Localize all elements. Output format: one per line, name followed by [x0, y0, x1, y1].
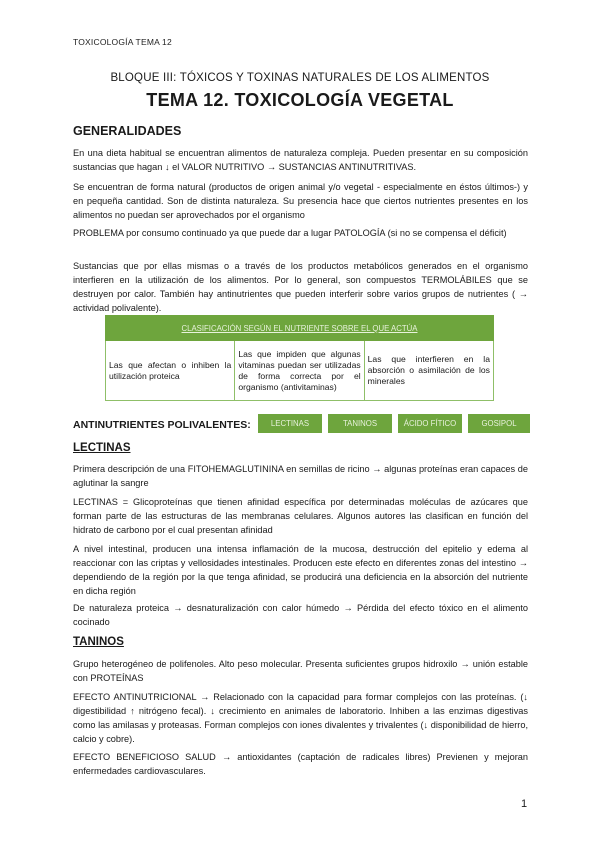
tag-gosipol: GOSIPOL	[468, 414, 530, 433]
paragraph: De naturaleza proteica → desnaturalización con calor húmedo → Pérdida del efecto tóxico en el alimento cocinado	[73, 603, 528, 627]
table-row	[105, 341, 494, 401]
paragraph: Primera descripción de una FITOHEMAGLUTININA en semillas de ricino → algunas proteínas eran capaces de aglutinar la sangre	[73, 464, 528, 488]
classification-table	[105, 315, 494, 401]
section-heading-generalidades: GENERALIDADES	[73, 124, 182, 138]
tag-acido-fitico: ÁCIDO FÍTICO	[398, 414, 462, 433]
section-heading-taninos: TANINOS	[73, 636, 124, 648]
paragraph: LECTINAS = Glicoproteínas que tienen afinidad específica por determinadas moléculas de azúcares que forman parte de las estructuras de las membranas celulares. Algunos autores las clasifican en función del hidrato de carbono por el cual presentan afinidad	[73, 497, 528, 535]
table-cell: Las que afectan o inhiben la utilización proteica	[109, 359, 232, 381]
paragraph: PROBLEMA por consumo continuado ya que puede dar a lugar PATOLOGÍA (si no se compensa el déficit)	[73, 228, 507, 238]
paragraph: EFECTO BENEFICIOSO SALUD → antioxidantes (captación de radicales libres) Previenen y mejoran enfermedades cardiovasculares.	[73, 752, 528, 776]
table-cell: Las que interfieren en la absorción o asimilación de los minerales	[364, 341, 493, 400]
tag-taninos: TANINOS	[328, 414, 392, 433]
section-heading-lectinas: LECTINAS	[73, 442, 131, 454]
paragraph: En una dieta habitual se encuentran alimentos de naturaleza compleja. Pueden presentar en su composición sustancias que hagan ↓ el VALOR NUTRITIVO → SUSTANCIAS ANTINUTRITIVAS.	[73, 148, 528, 172]
running-header: TOXICOLOGÍA TEMA 12	[73, 37, 172, 47]
table-cell: Las que impiden que algunas vitaminas puedan ser utilizadas de forma correcta por el organismo (antivitaminas)	[234, 341, 363, 400]
block-title: BLOQUE III: TÓXICOS Y TOXINAS NATURALES DE LOS ALIMENTOS	[110, 72, 490, 84]
paragraph: EFECTO ANTINUTRICIONAL → Relacionado con la capacidad para formar complejos con las proteínas. (↓ digestibilidad ↑ nitrógeno fecal). ↓ crecimiento en animales de laboratorio. Inhiben a las enzimas digestivas como las amilasas y proteasas. Forman complejos con iones divalentes y trivalentes (↓ disponibilidad de hierro, calcio y cobre).	[73, 692, 528, 744]
page-title: TEMA 12. TOXICOLOGÍA VEGETAL	[146, 90, 454, 110]
polyvalent-label: ANTINUTRIENTES POLIVALENTES:	[73, 419, 251, 431]
table-header: CLASIFICACIÓN SEGÚN EL NUTRIENTE SOBRE EL QUE ACTÚA	[105, 315, 494, 341]
paragraph: Sustancias que por ellas mismas o a través de los productos metabólicos generados en el organismo interfieren en la utilización de los alimentos. Por lo general, son compuestos TERMOLÁBILES que se destruyen por calor. También hay antinutrientes que pueden interferir sobre varios grupos de nutrientes ( → actividad polivalente).	[73, 261, 528, 313]
tag-lectinas: LECTINAS	[258, 414, 322, 433]
page-number: 1	[521, 798, 528, 810]
paragraph: A nivel intestinal, producen una intensa inflamación de la mucosa, destrucción del epitelio y edema al reaccionar con las criptas y vellosidades intestinales. Producen este efecto en diferentes zonas del intestino → dependiendo de la región por la que tenga afinidad, se producirá una deficiencia en la absorción del nutriente en dicha región	[73, 544, 528, 596]
paragraph: Se encuentran de forma natural (productos de origen animal y/o vegetal - especialmente en éstos últimos-) y en pequeña cantidad. Son de distinta naturaleza. Su presencia hace que ciertos nutrientes presentes en los alimentos no puedan ser aprovechados por el organismo	[73, 182, 528, 220]
paragraph: Grupo heterogéneo de polifenoles. Alto peso molecular. Presenta suficientes grupos hidroxilo → unión estable con PROTEÍNAS	[73, 659, 528, 683]
